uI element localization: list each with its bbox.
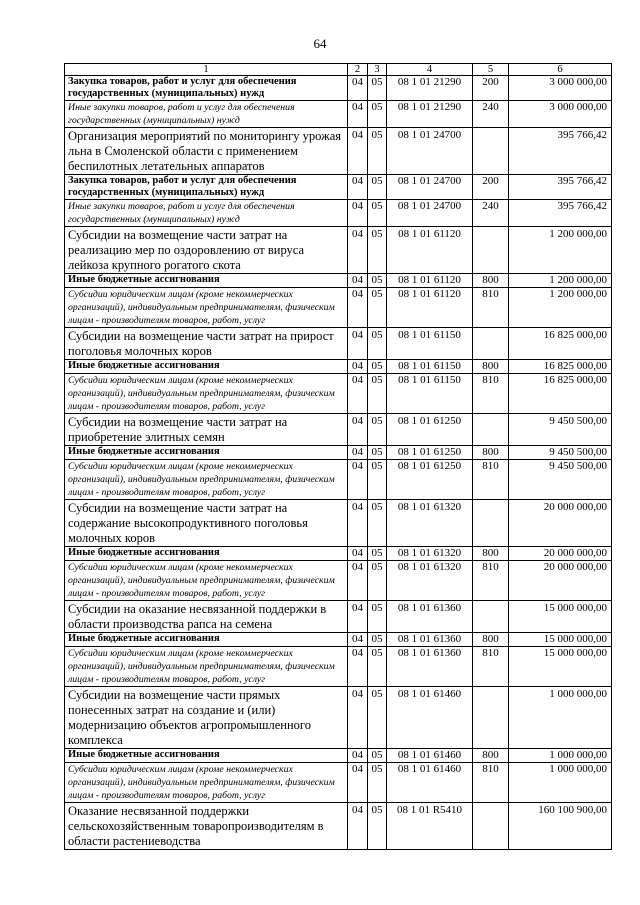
section-code: 04 — [348, 561, 368, 601]
amount: 1 000 000,00 — [509, 687, 612, 749]
amount: 15 000 000,00 — [509, 647, 612, 687]
subsection-code: 05 — [368, 561, 387, 601]
header-col-1: 1 — [65, 64, 348, 76]
subsection-code: 05 — [368, 200, 387, 227]
target-article-code: 08 1 01 24700 — [387, 200, 473, 227]
expense-type-code: 800 — [473, 274, 509, 288]
target-article-code: 08 1 01 61460 — [387, 763, 473, 803]
amount: 16 825 000,00 — [509, 328, 612, 360]
amount: 9 450 500,00 — [509, 446, 612, 460]
table-row — [65, 101, 612, 128]
target-article-code: 08 1 01 61360 — [387, 601, 473, 633]
expense-type-code: 200 — [473, 76, 509, 101]
section-code: 04 — [348, 633, 368, 647]
expense-type-code: 240 — [473, 200, 509, 227]
section-code: 04 — [348, 227, 368, 274]
section-code: 04 — [348, 200, 368, 227]
amount: 3 000 000,00 — [509, 76, 612, 101]
subsection-code: 05 — [368, 101, 387, 128]
table-row — [65, 633, 612, 647]
table-row — [65, 175, 612, 200]
row-name: Субсидии юридическим лицам (кроме некоммерческих организаций), индивидуальным предпринимателям, физическим лицам - производителям товаров, работ, услуг — [65, 460, 348, 500]
subsection-code: 05 — [368, 687, 387, 749]
expense-type-code — [473, 128, 509, 175]
expense-type-code: 810 — [473, 374, 509, 414]
subsection-code: 05 — [368, 414, 387, 446]
row-name: Субсидии юридическим лицам (кроме некоммерческих организаций), индивидуальным предпринимателям, физическим лицам - производителям товаров, работ, услуг — [65, 763, 348, 803]
section-code: 04 — [348, 460, 368, 500]
row-name: Субсидии юридическим лицам (кроме некоммерческих организаций), индивидуальным предпринимателям, физическим лицам - производителям товаров, работ, услуг — [65, 374, 348, 414]
target-article-code: 08 1 01 61250 — [387, 414, 473, 446]
expense-type-code — [473, 803, 509, 850]
amount: 160 100 900,00 — [509, 803, 612, 850]
section-code: 04 — [348, 175, 368, 200]
amount: 395 766,42 — [509, 128, 612, 175]
subsection-code: 05 — [368, 749, 387, 763]
subsection-code: 05 — [368, 500, 387, 547]
target-article-code: 08 1 01 61360 — [387, 647, 473, 687]
section-code: 04 — [348, 374, 368, 414]
section-code: 04 — [348, 763, 368, 803]
table-row — [65, 374, 612, 414]
amount: 3 000 000,00 — [509, 101, 612, 128]
subsection-code: 05 — [368, 803, 387, 850]
section-code: 04 — [348, 288, 368, 328]
subsection-code: 05 — [368, 288, 387, 328]
subsection-code: 05 — [368, 460, 387, 500]
row-name: Иные бюджетные ассигнования — [65, 547, 348, 561]
amount: 9 450 500,00 — [509, 414, 612, 446]
table-body — [65, 64, 612, 850]
amount: 20 000 000,00 — [509, 561, 612, 601]
target-article-code: 08 1 01 24700 — [387, 128, 473, 175]
amount: 1 000 000,00 — [509, 763, 612, 803]
expense-type-code — [473, 414, 509, 446]
expense-type-code: 810 — [473, 561, 509, 601]
section-code: 04 — [348, 128, 368, 175]
table-row — [65, 500, 612, 547]
amount: 1 200 000,00 — [509, 274, 612, 288]
subsection-code: 05 — [368, 175, 387, 200]
expense-type-code: 810 — [473, 288, 509, 328]
section-code: 04 — [348, 601, 368, 633]
amount: 395 766,42 — [509, 175, 612, 200]
section-code: 04 — [348, 500, 368, 547]
subsection-code: 05 — [368, 374, 387, 414]
subsection-code: 05 — [368, 227, 387, 274]
subsection-code: 05 — [368, 647, 387, 687]
target-article-code: 08 1 01 61150 — [387, 360, 473, 374]
section-code: 04 — [348, 360, 368, 374]
section-code: 04 — [348, 101, 368, 128]
row-name: Иные бюджетные ассигнования — [65, 360, 348, 374]
amount: 16 825 000,00 — [509, 360, 612, 374]
expense-type-code — [473, 687, 509, 749]
expense-type-code: 800 — [473, 633, 509, 647]
header-col-3: 3 — [368, 64, 387, 76]
section-code: 04 — [348, 76, 368, 101]
row-name: Оказание несвязанной поддержки сельскохозяйственным товаропроизводителям в области растениеводства — [65, 803, 348, 850]
table-row — [65, 687, 612, 749]
row-name: Субсидии на возмещение части прямых понесенных затрат на создание и (или) модернизацию объектов агропромышленного комплекса — [65, 687, 348, 749]
table-row — [65, 601, 612, 633]
target-article-code: 08 1 01 61250 — [387, 446, 473, 460]
section-code: 04 — [348, 647, 368, 687]
section-code: 04 — [348, 547, 368, 561]
subsection-code: 05 — [368, 360, 387, 374]
row-name: Субсидии на оказание несвязанной поддержки в области производства рапса на семена — [65, 601, 348, 633]
target-article-code: 08 1 01 61250 — [387, 460, 473, 500]
subsection-code: 05 — [368, 76, 387, 101]
target-article-code: 08 1 01 61460 — [387, 749, 473, 763]
table-row — [65, 547, 612, 561]
table-row — [65, 76, 612, 101]
amount: 9 450 500,00 — [509, 460, 612, 500]
expense-type-code: 810 — [473, 763, 509, 803]
page-number: 64 — [313, 36, 327, 51]
section-code: 04 — [348, 446, 368, 460]
target-article-code: 08 1 01 21290 — [387, 101, 473, 128]
row-name: Закупка товаров, работ и услуг для обеспечения государственных (муниципальных) нужд — [65, 76, 348, 101]
expense-type-code: 800 — [473, 446, 509, 460]
expense-type-code: 240 — [473, 101, 509, 128]
row-name: Субсидии на возмещение части затрат на прирост поголовья молочных коров — [65, 328, 348, 360]
table-row — [65, 561, 612, 601]
subsection-code: 05 — [368, 328, 387, 360]
row-name: Иные закупки товаров, работ и услуг для обеспечения государственных (муниципальных) нужд — [65, 200, 348, 227]
amount: 15 000 000,00 — [509, 633, 612, 647]
table-row — [65, 446, 612, 460]
row-name: Иные закупки товаров, работ и услуг для обеспечения государственных (муниципальных) нужд — [65, 101, 348, 128]
subsection-code: 05 — [368, 446, 387, 460]
table-row — [65, 128, 612, 175]
expense-type-code — [473, 500, 509, 547]
expense-type-code: 800 — [473, 547, 509, 561]
table-row — [65, 227, 612, 274]
expense-type-code — [473, 328, 509, 360]
row-name: Субсидии юридическим лицам (кроме некоммерческих организаций), индивидуальным предпринимателям, физическим лицам - производителям товаров, работ, услуг — [65, 647, 348, 687]
amount: 1 200 000,00 — [509, 227, 612, 274]
row-name: Иные бюджетные ассигнования — [65, 749, 348, 763]
row-name: Закупка товаров, работ и услуг для обеспечения государственных (муниципальных) нужд — [65, 175, 348, 200]
target-article-code: 08 1 01 24700 — [387, 175, 473, 200]
table-row — [65, 288, 612, 328]
subsection-code: 05 — [368, 763, 387, 803]
target-article-code: 08 1 01 61460 — [387, 687, 473, 749]
expense-type-code — [473, 227, 509, 274]
table-row — [65, 763, 612, 803]
table-header-row — [65, 64, 612, 76]
section-code: 04 — [348, 328, 368, 360]
amount: 15 000 000,00 — [509, 601, 612, 633]
target-article-code: 08 1 01 61360 — [387, 633, 473, 647]
expense-type-code: 800 — [473, 749, 509, 763]
budget-table — [64, 63, 612, 850]
target-article-code: 08 1 01 21290 — [387, 76, 473, 101]
table-row — [65, 200, 612, 227]
header-col-6: 6 — [509, 64, 612, 76]
table-row — [65, 803, 612, 850]
row-name: Субсидии юридическим лицам (кроме некоммерческих организаций), индивидуальным предпринимателям, физическим лицам - производителям товаров, работ, услуг — [65, 561, 348, 601]
subsection-code: 05 — [368, 547, 387, 561]
target-article-code: 08 1 01 R5410 — [387, 803, 473, 850]
section-code: 04 — [348, 274, 368, 288]
row-name: Субсидии юридическим лицам (кроме некоммерческих организаций), индивидуальным предпринимателям, физическим лицам - производителям товаров, работ, услуг — [65, 288, 348, 328]
target-article-code: 08 1 01 61150 — [387, 328, 473, 360]
subsection-code: 05 — [368, 128, 387, 175]
target-article-code: 08 1 01 61120 — [387, 274, 473, 288]
section-code: 04 — [348, 414, 368, 446]
row-name: Организация мероприятий по мониторингу урожая льна в Смоленской области с применением беспилотных летательных аппаратов — [65, 128, 348, 175]
subsection-code: 05 — [368, 601, 387, 633]
section-code: 04 — [348, 749, 368, 763]
table-row — [65, 414, 612, 446]
row-name: Иные бюджетные ассигнования — [65, 633, 348, 647]
table-row — [65, 647, 612, 687]
expense-type-code: 200 — [473, 175, 509, 200]
expense-type-code — [473, 601, 509, 633]
expense-type-code: 810 — [473, 647, 509, 687]
table-row — [65, 749, 612, 763]
amount: 1 200 000,00 — [509, 288, 612, 328]
row-name: Иные бюджетные ассигнования — [65, 446, 348, 460]
expense-type-code: 800 — [473, 360, 509, 374]
target-article-code: 08 1 01 61120 — [387, 227, 473, 274]
amount: 1 000 000,00 — [509, 749, 612, 763]
header-col-2: 2 — [348, 64, 368, 76]
table-row — [65, 274, 612, 288]
row-name: Субсидии на возмещение части затрат на содержание высокопродуктивного поголовья молочных коров — [65, 500, 348, 547]
section-code: 04 — [348, 687, 368, 749]
amount: 20 000 000,00 — [509, 547, 612, 561]
table-row — [65, 328, 612, 360]
amount: 16 825 000,00 — [509, 374, 612, 414]
table-row — [65, 360, 612, 374]
section-code: 04 — [348, 803, 368, 850]
amount: 395 766,42 — [509, 200, 612, 227]
target-article-code: 08 1 01 61320 — [387, 500, 473, 547]
target-article-code: 08 1 01 61320 — [387, 561, 473, 601]
subsection-code: 05 — [368, 274, 387, 288]
row-name: Иные бюджетные ассигнования — [65, 274, 348, 288]
row-name: Субсидии на возмещение части затрат на реализацию мер по оздоровлению от вируса лейкоза крупного рогатого скота — [65, 227, 348, 274]
header-col-5: 5 — [473, 64, 509, 76]
header-col-4: 4 — [387, 64, 473, 76]
target-article-code: 08 1 01 61320 — [387, 547, 473, 561]
subsection-code: 05 — [368, 633, 387, 647]
table-row — [65, 460, 612, 500]
expense-type-code: 810 — [473, 460, 509, 500]
amount: 20 000 000,00 — [509, 500, 612, 547]
target-article-code: 08 1 01 61150 — [387, 374, 473, 414]
row-name: Субсидии на возмещение части затрат на приобретение элитных семян — [65, 414, 348, 446]
target-article-code: 08 1 01 61120 — [387, 288, 473, 328]
